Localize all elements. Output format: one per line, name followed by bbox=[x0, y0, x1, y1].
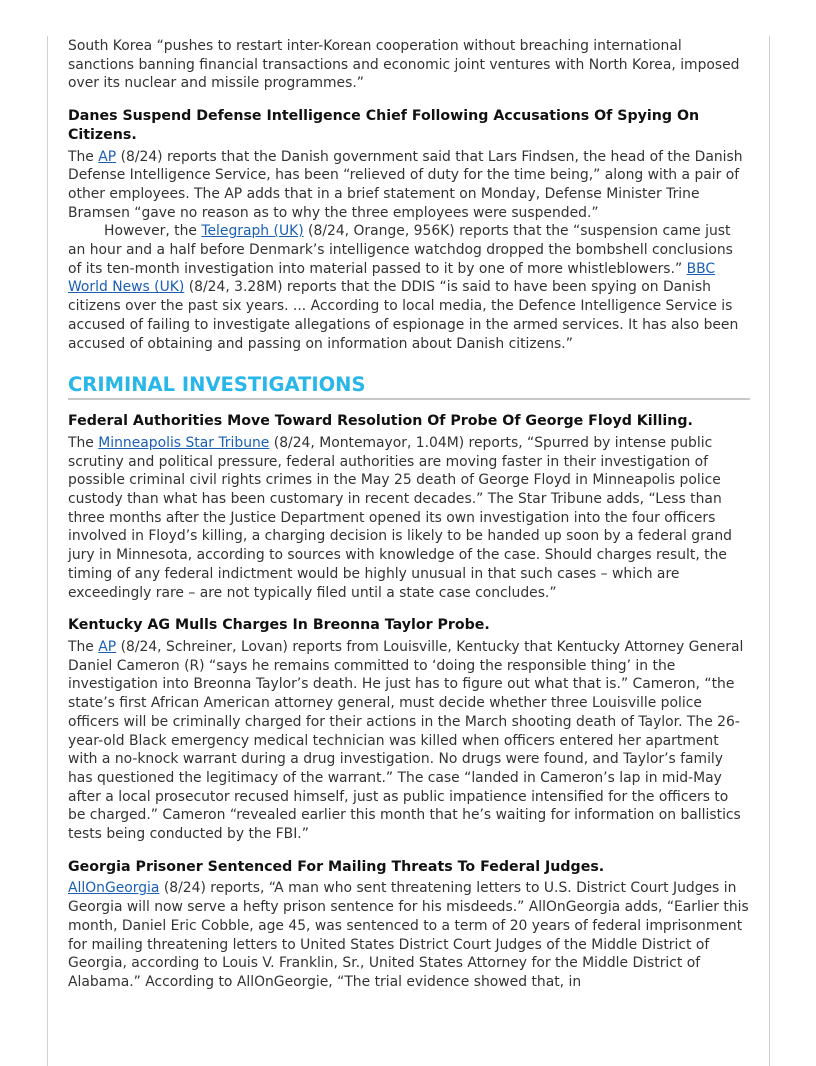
text: (8/24, Orange, 956K) reports that the “suspension came just an hour and a half before Denmark’s intelligence watchdog dropped the bombshell conclusions of its ten-month investigation into material passed to it by one of more whistleblowers.” bbox=[68, 223, 733, 277]
article-headline-georgia: Georgia Prisoner Sentenced For Mailing Threats To Federal Judges. bbox=[68, 858, 605, 875]
article-headline-taylor: Kentucky AG Mulls Charges In Breonna Taylor Probe. bbox=[68, 617, 490, 634]
text: (8/24, Schreiner, Lovan) reports from Louisville, Kentucky that Kentucky Attorney General Daniel Cameron (R) “says he remains committed to ‘doing the responsible thing’ in the investigation into Breonna Taylor’s death. He just has to figure out what that is.” Cameron, “the state’s first African American attorney general, must decide whether three Louisville police officers will be criminally charged for their actions in the March shooting death of Taylor. The 26-year-old Black emergency medical technician was killed when officers entered her apartment with a no-knock warrant during a drug investigation. No drugs were found, and Taylor’s family has questioned the legitimacy of the warrant.” The case “landed in Cameron’s lap in mid-May after a local prosecutor recused himself, just as public impatience intensified for the officers to be charged.” Cameron “revealed earlier this month that he’s waiting for information on ballistics tests being conducted by the FBI.” bbox=[68, 638, 744, 843]
source-link-allongeorgia[interactable]: AllOnGeorgia bbox=[68, 880, 160, 897]
source-link-ap[interactable]: AP bbox=[98, 148, 117, 165]
section-heading: CRIMINAL INVESTIGATIONS bbox=[68, 373, 750, 400]
source-link-star-tribune[interactable]: Minneapolis Star Tribune bbox=[98, 434, 270, 451]
article-paragraph bbox=[68, 434, 750, 602]
text: The bbox=[68, 638, 99, 655]
text: (8/24, 3.28M) reports that the DDIS “is said to have been spying on Danish citizens over the past six years. ... According to local media, the Defence Intelligence Service is accused of failing to investigate allegations of espionage in the armed services. It has also been accused of obtaining and passing on information about Danish citizens.” bbox=[68, 279, 739, 352]
newsletter-content bbox=[68, 37, 750, 992]
article-headline-floyd: Federal Authorities Move Toward Resolution Of Probe Of George Floyd Killing. bbox=[68, 413, 693, 430]
article-paragraph bbox=[68, 638, 750, 844]
source-link-ap[interactable]: AP bbox=[98, 638, 117, 655]
article-paragraph bbox=[68, 222, 750, 353]
source-link-telegraph[interactable]: Telegraph (UK) bbox=[201, 223, 304, 240]
text: However, the bbox=[104, 223, 202, 240]
source-link-bbc[interactable]: BBC World News (UK) bbox=[68, 260, 716, 296]
article-headline-danes: Danes Suspend Defense Intelligence Chief Following Accusations Of Spying On Citizens. bbox=[68, 108, 700, 143]
article-paragraph bbox=[68, 879, 750, 991]
intro-paragraph: South Korea “pushes to restart inter-Korean cooperation without breaching international sanctions banning financial transactions and economic joint ventures with North Korea, imposed over its nuclear and missile programmes.” bbox=[68, 38, 740, 92]
text: (8/24) reports that the Danish government said that Lars Findsen, the head of the Danish Defense Intelligence Service, has been “relieved of duty for the time being,” along with a pair of other employees. The AP adds that in a brief statement on Monday, Defense Minister Trine Bramsen “gave no reason as to why the three employees were suspended.” bbox=[68, 148, 743, 221]
text: (8/24) reports, “A man who sent threatening letters to U.S. District Court Judges in Georgia will now serve a hefty prison sentence for his misdeeds.” AllOnGeorgia adds, “Earlier this month, Daniel Eric Cobble, age 45, was sentenced to a term of 20 years of federal imprisonment for mailing threatening letters to United States District Court Judges of the Middle District of Georgia, according to Louis V. Franklin, Sr., United States Attorney for the Middle District of Alabama.” According to AllOnGeorgie, “The trial evidence showed that, in bbox=[68, 880, 749, 990]
article-paragraph bbox=[68, 148, 750, 223]
text: The bbox=[68, 434, 99, 451]
text: (8/24, Montemayor, 1.04M) reports, “Spurred by intense public scrutiny and political pressure, federal authorities are moving faster in their investigation of possible criminal civil rights crimes in the May 25 death of George Floyd in Minneapolis police custody than what has been customary in recent decades.” The Star Tribune adds, “Less than three months after the Justice Department opened its own investigation into the four officers involved in Floyd’s killing, a charging decision is likely to be handed up soon by a federal grand jury in Minnesota, according to sources with knowledge of the case. Should charges result, the timing of any federal indictment would be highly unusual in that such cases – which are exceedingly rare – are not typically filed until a state case concludes.” bbox=[68, 434, 732, 601]
text: The bbox=[68, 148, 99, 165]
